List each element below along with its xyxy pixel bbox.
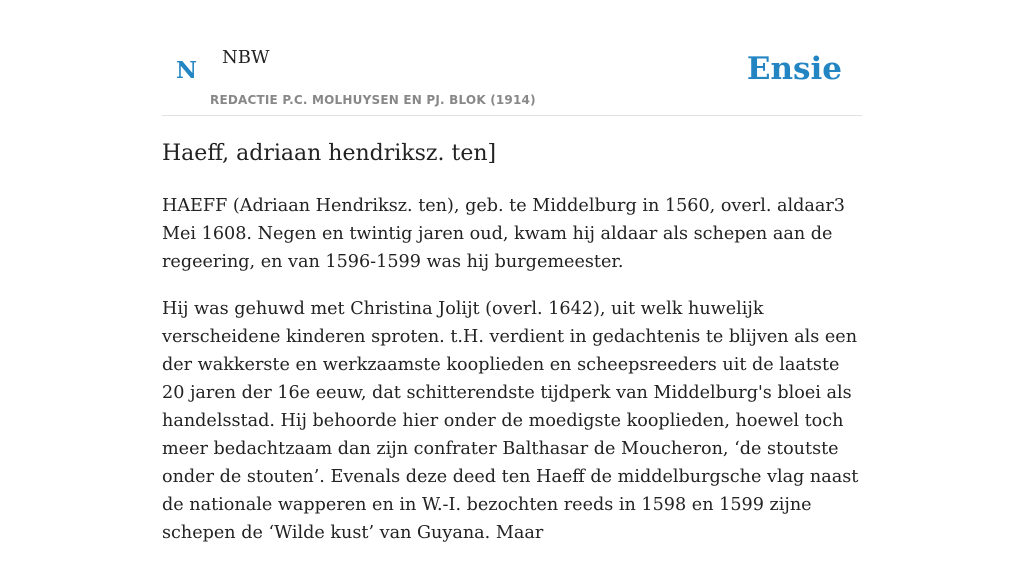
entry-body <box>162 192 862 566</box>
header <box>162 0 862 116</box>
brand-logo[interactable]: Ensie <box>746 51 842 87</box>
paragraph: Hij was gehuwd met Christina Jolijt (overl. 1642), uit welk huwelijk verscheidene kinderen sproten. t.H. verdient in gedachtenis te blijven als een der wakkerste en werkzaamste kooplieden en scheepsreeders uit de laatste 20 jaren der 16e eeuw, dat schitterendste tijdperk van Middelburg's bloei als handelsstad. Hij behoorde hier onder de moedigste kooplieden, hoewel toch meer bedachtzaam dan zijn confrater Balthasar de Moucheron, ‘de stoutste onder de stouten’. Evenals deze deed ten Haeff de middelburgsche vlag naast de nationale wapperen en in W.-I. bezochten reeds in 1598 en 1599 zijne schepen de ‘Wilde kust’ van Guyana. Maar <box>162 299 859 543</box>
page <box>162 0 862 543</box>
source-subtitle: REDACTIE P.C. MOLHUYSEN EN PJ. BLOK (1914) <box>210 93 536 107</box>
source-name[interactable]: NBW <box>222 47 270 68</box>
entry-title: Haeff, adriaan hendriksz. ten] <box>162 141 497 166</box>
source-logo[interactable]: N <box>176 57 198 84</box>
paragraph: HAEFF (Adriaan Hendriksz. ten), geb. te Middelburg in 1560, overl. aldaar3 Mei 1608. Negen en twintig jaren oud, kwam hij aldaar als schepen aan de regeering, en van 1596-1599 was hij burgemeester. <box>162 196 845 272</box>
